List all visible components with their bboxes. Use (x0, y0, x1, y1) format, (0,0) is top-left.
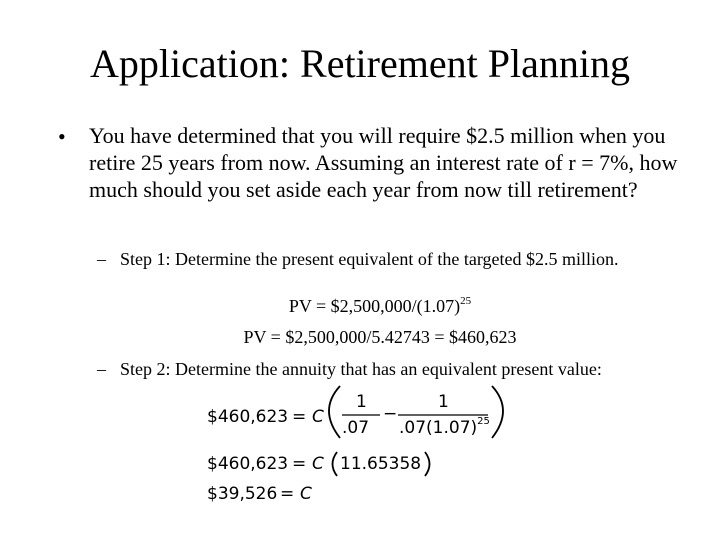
eq3-lhs: $39,526 (207, 484, 278, 504)
annuity-equations (200, 380, 520, 510)
eq1-equals: = (292, 407, 307, 427)
step2-text: Step 2: Determine the annuity that has an equivalent present value: (120, 359, 602, 379)
pv-equation-1-base: PV = $2,500,000/(1.07) (288, 296, 461, 316)
minus-sign: − (383, 404, 398, 424)
eq2-value: 11.65358 (340, 454, 422, 474)
slide-title: Application: Retirement Planning (90, 41, 630, 86)
eq3-c: C (300, 484, 312, 504)
frac2-numerator: 1 (438, 392, 449, 412)
left-paren (329, 386, 340, 438)
pv-equation-1 (0, 296, 720, 317)
eq2-right-paren (425, 452, 430, 476)
eq2-c: C (312, 454, 324, 474)
frac2-denominator-exponent: 25 (477, 416, 490, 427)
eq1-lhs: $460,623 (207, 407, 289, 427)
right-paren (492, 386, 503, 438)
pv-equation-1-exponent: 25 (460, 295, 472, 307)
eq2-equals: = (292, 454, 307, 474)
eq2-left-paren (333, 452, 338, 476)
eq2-lhs: $460,623 (207, 454, 289, 474)
frac1-denominator: .07 (342, 418, 370, 438)
frac2-denominator-base: .07(1.07) (399, 418, 478, 438)
frac1-numerator: 1 (356, 392, 367, 412)
step1-text: Step 1: Determine the present equivalent of the targeted $2.5 million. (120, 249, 619, 269)
step2-dash: – (97, 359, 106, 379)
eq3-equals: = (280, 484, 295, 504)
eq1-c: C (312, 407, 324, 427)
frac2-denominator (399, 418, 490, 438)
pv-equation-2: PV = $2,500,000/5.42743 = $460,623 (243, 327, 517, 347)
bullet-text: You have determined that you will require $2.5 million when you retire 25 years from now. Assuming an interest rate of r = 7%, how much should you set aside each year from now till retirement? (89, 123, 678, 202)
bullet-marker: • (58, 124, 66, 149)
step1-dash: – (97, 249, 106, 269)
